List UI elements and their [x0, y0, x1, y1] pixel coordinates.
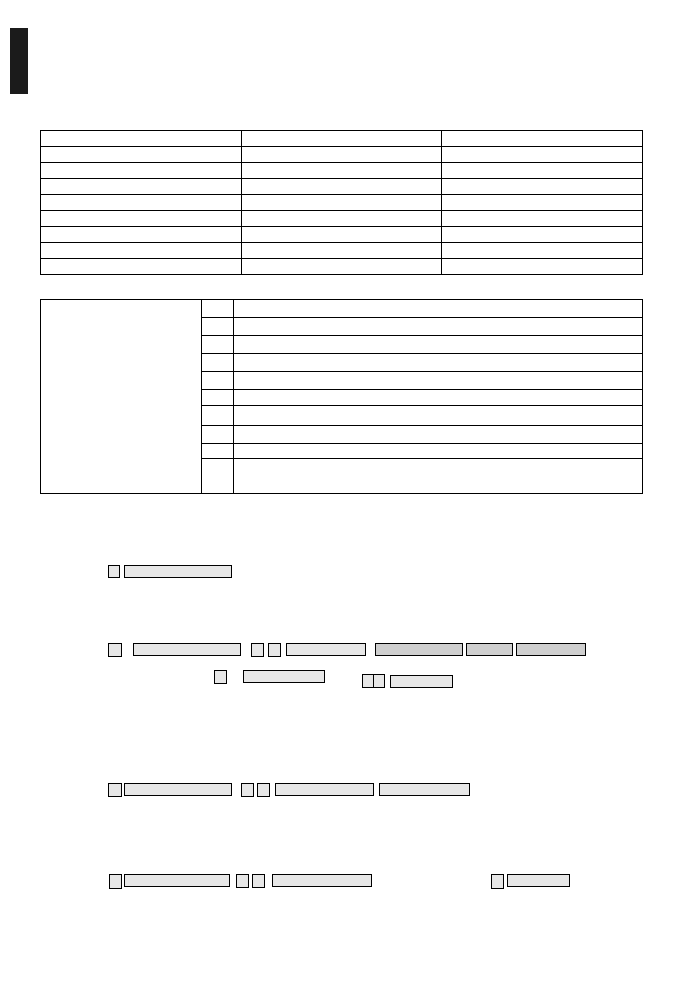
- table-cell: [442, 163, 643, 179]
- table-cell: [241, 243, 442, 259]
- step-2-button-key-d[interactable]: [214, 670, 227, 684]
- table-cell: [442, 243, 643, 259]
- table-cell: [41, 147, 242, 163]
- step-1-display-field: [124, 565, 232, 578]
- table-row: [41, 243, 643, 259]
- table-cell: [241, 211, 442, 227]
- step-2-display-field-g: [390, 675, 453, 688]
- table-row: [41, 300, 643, 318]
- item-description-cell: [234, 372, 643, 390]
- step-4-button-key-c[interactable]: [252, 874, 265, 888]
- step-4-button-key-d[interactable]: [491, 874, 504, 889]
- table-cell: [241, 179, 442, 195]
- item-description-cell: [234, 390, 643, 406]
- table-cell: [241, 259, 442, 275]
- table-cell: [442, 227, 643, 243]
- table-cell: [41, 163, 242, 179]
- step-2-display-field-e: [516, 643, 586, 656]
- item-number-cell: [202, 336, 234, 354]
- section-tab-marker: [10, 28, 28, 94]
- step-4-display-field-b: [272, 874, 372, 887]
- item-number-cell: [202, 372, 234, 390]
- item-description-cell: [234, 406, 643, 426]
- item-description-cell: [234, 318, 643, 336]
- table-cell: [442, 147, 643, 163]
- step-2-display-field-c: [375, 643, 463, 656]
- item-number-cell: [202, 300, 234, 318]
- item-description-cell: [234, 336, 643, 354]
- table-cell: [241, 227, 442, 243]
- table-cell: [241, 163, 442, 179]
- table-cell: [41, 243, 242, 259]
- step-2-display-field-b: [286, 643, 366, 656]
- table-cell: [442, 259, 643, 275]
- step-2-button-key-f[interactable]: [373, 674, 385, 688]
- table-row: [41, 147, 643, 163]
- item-number-cell: [202, 459, 234, 494]
- item-description-cell: [234, 444, 643, 459]
- spec-table: [40, 130, 643, 275]
- item-number-cell: [202, 354, 234, 372]
- table-row: [41, 195, 643, 211]
- table-cell: [41, 179, 242, 195]
- item-description-cell: [234, 459, 643, 494]
- item-number-cell: [202, 318, 234, 336]
- table-cell: [41, 131, 242, 147]
- item-description-cell: [234, 426, 643, 444]
- step-2-display-field-f: [243, 670, 325, 683]
- item-description-cell: [234, 354, 643, 372]
- step-3-display-field-a: [124, 783, 232, 796]
- table-cell: [241, 195, 442, 211]
- step-1-button-key[interactable]: [108, 565, 120, 578]
- step-3-button-key-b[interactable]: [241, 783, 254, 797]
- table-cell: [241, 147, 442, 163]
- table-cell: [241, 131, 442, 147]
- table-cell: [442, 211, 643, 227]
- table-cell: [41, 227, 242, 243]
- step-3-display-field-c: [379, 783, 470, 796]
- step-4-display-field-c: [507, 874, 570, 887]
- table-row: [41, 179, 643, 195]
- table-row: [41, 259, 643, 275]
- item-number-cell: [202, 390, 234, 406]
- parts-label-cell: [41, 300, 202, 494]
- step-2-display-field-a: [133, 643, 241, 656]
- step-2-button-key[interactable]: [108, 643, 122, 657]
- step-4-button-key-b[interactable]: [236, 874, 249, 888]
- table-cell: [442, 179, 643, 195]
- item-description-cell: [234, 300, 643, 318]
- table-cell: [442, 131, 643, 147]
- item-number-cell: [202, 406, 234, 426]
- table-cell: [442, 195, 643, 211]
- step-2-display-field-d: [466, 643, 513, 656]
- table-row: [41, 163, 643, 179]
- table-row: [41, 227, 643, 243]
- step-2-button-key-c[interactable]: [268, 643, 281, 657]
- table-row: [41, 131, 643, 147]
- table-cell: [41, 211, 242, 227]
- step-3-button-key-c[interactable]: [257, 783, 270, 797]
- item-number-cell: [202, 426, 234, 444]
- parts-table: [40, 299, 643, 494]
- table-row: [41, 211, 643, 227]
- step-4-display-field-a: [124, 874, 230, 887]
- step-3-display-field-b: [275, 783, 374, 796]
- step-2-button-key-b[interactable]: [251, 643, 264, 657]
- item-number-cell: [202, 444, 234, 459]
- table-cell: [41, 259, 242, 275]
- step-4-button-key[interactable]: [109, 874, 122, 889]
- table-cell: [41, 195, 242, 211]
- step-3-button-key[interactable]: [108, 783, 122, 797]
